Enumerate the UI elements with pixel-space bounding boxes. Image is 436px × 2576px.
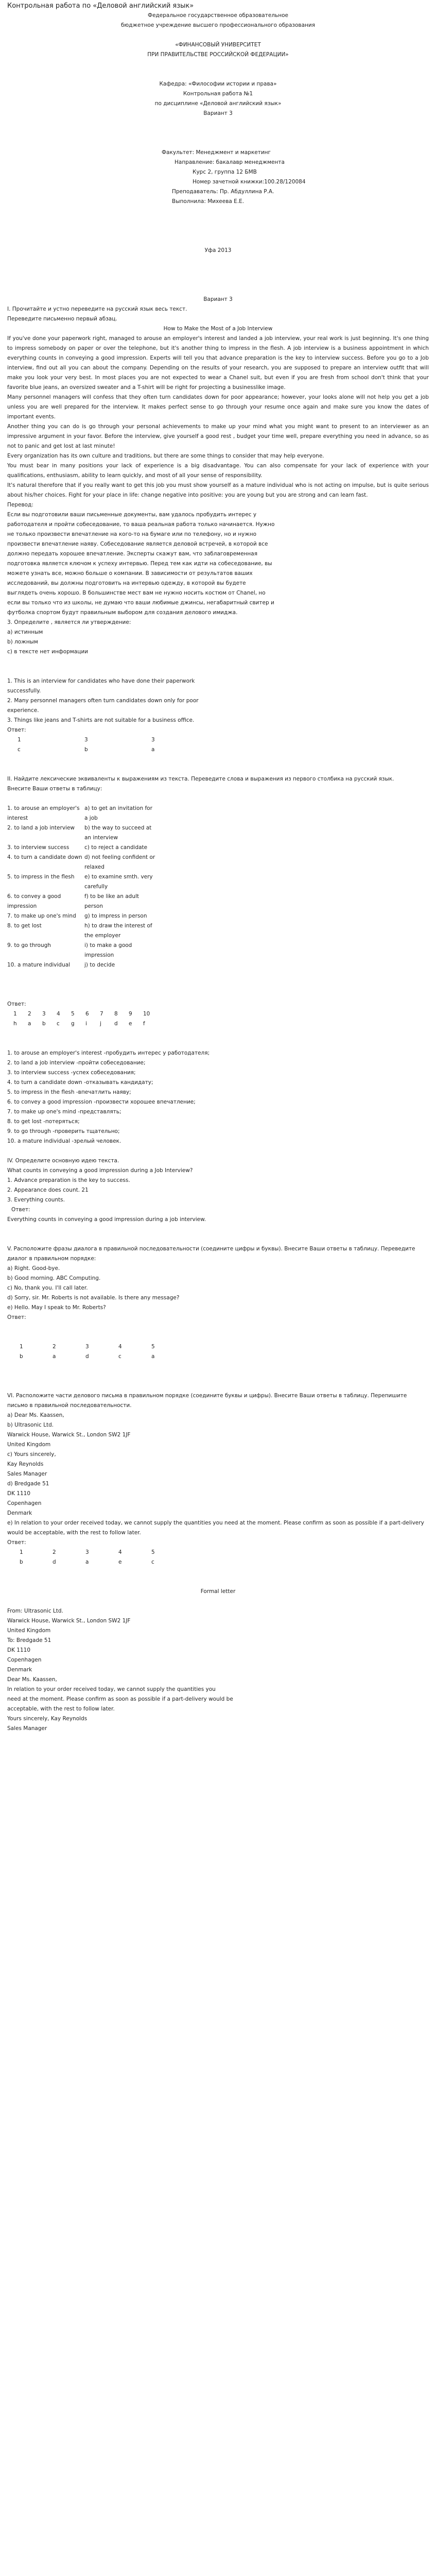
letter-part: Sales Manager xyxy=(7,1471,47,1477)
task-1 xyxy=(7,304,429,618)
task-title: I. Прочитайте и устно переведите на русский язык весь текст. xyxy=(7,306,187,312)
answer-letter: j xyxy=(100,1021,101,1027)
right-item: i) to make a good impression xyxy=(84,942,132,958)
right-item: j) to decide xyxy=(84,962,115,968)
answer-num: 8 xyxy=(114,1011,118,1017)
answer-label: Ответ: xyxy=(11,1207,30,1213)
info-student: Выполнила: Михеева Е.Е. xyxy=(172,198,245,205)
answer-label: Ответ: xyxy=(7,727,26,733)
option: 1. Advance preparation is the key to success. xyxy=(7,1177,130,1183)
letter-line: To: Bredgade 51 xyxy=(7,1637,51,1643)
right-item: d) not feeling confident or relaxed xyxy=(84,854,155,870)
header-line: Контрольная работа №1 xyxy=(183,91,253,97)
translation-line: 9. to go through -проверить тщательно; xyxy=(7,1128,120,1134)
task-6 xyxy=(7,1391,429,1567)
right-item: a) to get an invitation for a job xyxy=(84,805,152,821)
answer-num: 4 xyxy=(118,1344,122,1350)
info-direction: Направление: бакалавр менеджмента xyxy=(175,159,285,165)
paragraph: It's natural therefore that if you really want to get this job you must show yourself as a mature individual who is not acting on impulse, but is quite serious about his/her choices. Fight for your place in life: change negative into positive: you are young but you are strong and can learn fast. xyxy=(7,482,429,498)
answer-table xyxy=(13,1009,150,1029)
answer-text: Everything counts in conveying a good impression during a job interview. xyxy=(7,1216,206,1223)
letter-line: acceptable, with the rest to follow later. xyxy=(7,1706,115,1712)
letter-part: Copenhagen xyxy=(7,1500,42,1506)
letter-part: c) Yours sincerely, xyxy=(7,1451,56,1458)
dialogue-line: e) Hello. May I speak to Mr. Roberts? xyxy=(7,1304,106,1311)
answer-letter: a xyxy=(53,1353,56,1360)
answer-num: 6 xyxy=(85,1011,89,1017)
answer-letter: c xyxy=(18,747,21,753)
header-line: Вариант 3 xyxy=(203,110,233,116)
answer-num: 4 xyxy=(57,1011,60,1017)
answer-num: 10 xyxy=(143,1011,150,1017)
dialogue-line: a) Right. Good-bye. xyxy=(7,1265,60,1272)
answer-letter: d xyxy=(85,1353,89,1360)
formal-letter xyxy=(7,1587,429,1734)
left-item: 7. to make up one's mind xyxy=(7,913,76,919)
option: 2. Appearance does count. 21 xyxy=(7,1187,89,1193)
answer-num: 3 xyxy=(42,1011,46,1017)
letter-part: e) In relation to your order received today, we cannot supply the quantities you need at the moment. Please confirm as soon as possible if a part-delivery would be acceptable, with the rest to follow later. xyxy=(7,1520,424,1536)
left-item: 3. to interview success xyxy=(7,844,69,851)
info-course: Курс 2, группа 12 БМВ xyxy=(193,169,257,175)
dialogue-line: d) Sorry, sir. Mr. Roberts is not available. Is there any message? xyxy=(7,1295,180,1301)
option-c: с) в тексте нет информации xyxy=(7,649,89,655)
letter-part: Kay Reynolds xyxy=(7,1461,44,1467)
header-line: «ФИНАНСОВЫЙ УНИВЕРСИТЕТ xyxy=(175,42,261,48)
answer-letter: i xyxy=(85,1021,87,1027)
left-item: 5. to impress in the flesh xyxy=(7,874,75,880)
answer-letter: f xyxy=(143,1021,145,1027)
letter-part: d) Bredgade 51 xyxy=(7,1481,49,1487)
translation-line: 5. to impress in the flesh -впечатлить наяву; xyxy=(7,1089,131,1095)
translation-line: 10. a mature individual -зрелый человек. xyxy=(7,1138,121,1144)
answer-num: 3 xyxy=(151,737,155,743)
statement: experience. xyxy=(7,707,39,714)
right-item: g) to impress in person xyxy=(84,913,147,919)
translation-line: 8. to get lost -потеряться; xyxy=(7,1118,80,1125)
right-item: e) to examine smth. very carefully xyxy=(84,874,153,890)
option-b: b) ложным xyxy=(7,639,38,645)
answer-num: 1 xyxy=(13,1011,17,1017)
answer-num: 9 xyxy=(129,1011,132,1017)
header-line: Кафедра: «Философии истории и права» xyxy=(159,81,277,87)
answer-letter: b xyxy=(20,1353,23,1360)
answer-letter: d xyxy=(114,1021,118,1027)
answer-num: 4 xyxy=(118,1549,122,1555)
answer-num: 2 xyxy=(53,1344,56,1350)
header-line: ПРИ ПРАВИТЕЛЬСТВЕ РОССИЙСКОЙ ФЕДЕРАЦИИ» xyxy=(147,52,289,58)
letter-line: Sales Manager xyxy=(7,1725,47,1732)
answer-num: 5 xyxy=(71,1011,75,1017)
paragraph: Many personnel managers will confess that they often turn candidates down for poor appearance; however, your looks alone will not help you get a job unless you are well prepared for the interview. It makes perfect sense to go through your resume once again and make sure you know the dates of important events. xyxy=(7,394,429,420)
answer-num: 3 xyxy=(85,1549,89,1555)
answer-letter: d xyxy=(53,1559,56,1565)
dialogue-line: c) No, thank you. I'll call later. xyxy=(7,1285,88,1291)
letter-part: DK 1110 xyxy=(7,1490,31,1497)
task-1-part-3 xyxy=(7,618,429,755)
header-line: бюджетное учреждение высшего профессионального образования xyxy=(120,22,316,28)
answer-letter: b xyxy=(84,747,88,753)
task-title: VI. Расположите части делового письма в правильном порядке (соедините буквы и цифры). Внесите Ваши ответы в таблицу. Перепишите письмо в правильной последовательности. xyxy=(7,1393,407,1409)
answer-letter: c xyxy=(57,1021,60,1027)
letter-line: DK 1110 xyxy=(7,1647,31,1653)
translation-line: 6. to convey a good impression -произвести хорошее впечатление; xyxy=(7,1099,196,1105)
task-2 xyxy=(7,774,429,1146)
letter-line: In relation to your order received today, we cannot supply the quantities you xyxy=(7,1686,216,1692)
letter-line: Dear Ms. Kaassen, xyxy=(7,1676,57,1683)
option: 3. Everything counts. xyxy=(7,1197,65,1203)
statement: 3. Things like jeans and T-shirts are not suitable for a business office. xyxy=(7,717,195,723)
task-title: V. Расположите фразы диалога в правильной последовательности (соедините цифры и буквы). Внесите Ваши ответы в таблицу. Переведите диалог в правильном порядке: xyxy=(7,1246,415,1262)
left-item: 9. to go through xyxy=(7,942,51,948)
answer-num: 2 xyxy=(53,1549,56,1555)
header-line: Федеральное государственное образовательное xyxy=(148,12,288,19)
answer-num: 7 xyxy=(100,1011,103,1017)
answer-table xyxy=(20,1548,155,1567)
answer-num: 3 xyxy=(85,1344,89,1350)
translation-line: 4. to turn a candidate down -отказывать кандидату; xyxy=(7,1079,153,1086)
letter-line: Warwick House, Warwick St., London SW2 1JF xyxy=(7,1618,131,1624)
letter-part: Warwick House, Warwick St., London SW2 1JF xyxy=(7,1432,131,1438)
answer-letter: b xyxy=(42,1021,46,1027)
answer-num: 3 xyxy=(84,737,88,743)
answer-num: 1 xyxy=(20,1549,23,1555)
left-item: 6. to convey a good impression xyxy=(7,893,61,909)
letter-line: Yours sincerely, Kay Reynolds xyxy=(7,1716,88,1722)
paragraph: Another thing you can do is go through your personal achievements to make up your mind what you might want to present to an interviewer as an impressive argument in your favor. Before the interview, give yourself a good rest , budget your time well, prepare everything you need in advance, so as not to panic and get lost at last minute! xyxy=(7,423,429,449)
statement: 1. This is an interview for candidates who have done their paperwork xyxy=(7,678,195,684)
answer-label: Ответ: xyxy=(7,1001,26,1007)
answer-letter: h xyxy=(13,1021,17,1027)
answer-table xyxy=(18,735,155,755)
info-book: Номер зачетной книжки:100.28/120084 xyxy=(193,179,306,185)
answer-letter: c xyxy=(118,1353,121,1360)
left-item: 1. to arouse an employer's interest xyxy=(7,805,80,821)
statement: 2. Many personnel managers often turn candidates down only for poor xyxy=(7,698,199,704)
answer-num: 2 xyxy=(28,1011,31,1017)
translation-text: Если вы подготовили ваши письменные документы, вам удалось пробудить интерес у работодателя и пройти собеседование, то ваша реальная работа только начинается. Нужно не только произвести впечатление на кого-то на бумаге или по телефону, но и нужно произвести впечатление наяву. Собеседование является деловой встречей, в которой все должно передать хорошее впечатление. Эксперты скажут вам, что заблаговременная подготовка является ключом к успеху интервью. Перед тем как идти на собеседование, вы можете узнать все, можно больше о компании. В зависимости от результатов ваших исследований, вы должны подготовить на интервью одежду, в которой вы будете выглядеть очень хорошо. В большинстве мест вам не нужно носить костюм от Chanel, но если вы только что из школы, не думаю что ваши любимые джинсы, негабаритный свитер и футболка спортом будут правильным выбором для создания делового имиджа. xyxy=(7,512,275,616)
translation-line: 1. to arouse an employer's interest -пробудить интерес у работодателя; xyxy=(7,1050,210,1056)
left-item: 2. to land a job interview xyxy=(7,825,75,831)
letter-title: Formal letter xyxy=(200,1588,236,1595)
letter-part: a) Dear Ms. Kaassen, xyxy=(7,1412,64,1418)
letter-part: b) Ultrasonic Ltd. xyxy=(7,1422,54,1428)
letter-part: United Kingdom xyxy=(7,1442,51,1448)
info-faculty: Факультет: Менеджмент и маркетинг xyxy=(162,149,271,156)
translation-line: 2. to land a job interview -пройти собеседование; xyxy=(7,1060,146,1066)
letter-line: United Kingdom xyxy=(7,1628,51,1634)
right-item: h) to draw the interest of the employer xyxy=(84,923,152,939)
left-item: 8. to get lost xyxy=(7,923,42,929)
task-5 xyxy=(7,1244,429,1362)
question: What counts in conveying a good impression during a Job Interview? xyxy=(7,1167,193,1174)
answer-letter: a xyxy=(85,1559,89,1565)
letter-line: Denmark xyxy=(7,1667,32,1673)
statement: successfully. xyxy=(7,688,41,694)
translation-label: Перевод: xyxy=(7,502,33,508)
letter-part: Denmark xyxy=(7,1510,32,1516)
translation-line: 7. to make up one's mind -представлять; xyxy=(7,1109,121,1115)
task-title: IV. Определите основную идею текста. xyxy=(7,1158,119,1164)
answer-letter: a xyxy=(28,1021,31,1027)
answer-num: 5 xyxy=(151,1549,155,1555)
right-item: f) to be like an adult person xyxy=(84,893,139,909)
paragraph: If you've done your paperwork right, managed to arouse an employer's interest and landed a job interview, your real work is just beginning. It's one thing to impress somebody on paper or over the telephone, but it's another thing to impress in the flesh. A job interview is a business appointment in which everything counts in conveying a good impression. Experts will tell you that advance preparation is the key to interview success. Before you go to a Job interview, find out all you can about the company. Depending on the results of your research, you are supposed to prepare an interview outfit that will make you look your very best. In most places you are not expected to wear a Chanel suit, but even if you are fresh from school don't think that your favorite blue jeans, an oversized sweater and a T-shirt will be right for projecting a businesslike image. xyxy=(7,335,429,391)
answer-letter: e xyxy=(129,1021,132,1027)
letter-line: Copenhagen xyxy=(7,1657,42,1663)
left-item: 4. to turn a candidate down xyxy=(7,854,82,860)
right-item: b) the way to succeed at an interview xyxy=(84,825,152,841)
dialogue-line: b) Good morning. ABC Computing. xyxy=(7,1275,101,1281)
task-4 xyxy=(7,1156,429,1225)
option-a: а) истинным xyxy=(7,629,43,635)
left-item: 10. a mature individual xyxy=(7,962,71,968)
answer-letter: g xyxy=(71,1021,75,1027)
task-title: II. Найдите лексические эквиваленты к выражениям из текста. Переведите слова и выражения из первого столбика на русский язык. Внесите Ваши ответы в таблицу: xyxy=(7,776,394,792)
city-year: Уфа 2013 xyxy=(204,247,232,253)
paragraph: You must bear in many positions your lack of experience is a big disadvantage. You can also compensate for your lack of experience with your qualifications, enthusiasm, ability to learn quickly, and most of all your sense of responsibility. xyxy=(7,463,429,479)
document-title: Контрольная работа по «Деловой английский язык» xyxy=(7,2,194,10)
answer-label: Ответ: xyxy=(7,1539,26,1546)
answer-num: 1 xyxy=(20,1344,23,1350)
answer-table xyxy=(20,1342,155,1362)
task-instruction: 3. Определите , является ли утверждение: xyxy=(7,619,131,625)
text-heading: How to Make the Most of a Job Interview xyxy=(163,326,273,332)
letter-line: need at the moment. Please confirm as soon as possible if a part-delivery would be xyxy=(7,1696,233,1702)
task-subtitle: Переведите письменно первый абзац. xyxy=(7,316,117,322)
answer-letter: b xyxy=(20,1559,23,1565)
info-teacher: Преподаватель: Пр. Абдуллина Р.А. xyxy=(172,189,274,195)
answer-letter: a xyxy=(151,1353,155,1360)
answer-label: Ответ: xyxy=(7,1314,26,1320)
variant-heading: Вариант 3 xyxy=(203,296,233,302)
translation-line: 3. to interview success -успех собеседования; xyxy=(7,1070,136,1076)
answer-letter: e xyxy=(118,1559,122,1565)
answer-num: 1 xyxy=(18,737,21,743)
paragraph: Every organization has its own culture and traditions, but there are some things to consider that may help everyone. xyxy=(7,453,324,459)
answer-letter: a xyxy=(151,747,155,753)
answer-letter: c xyxy=(151,1559,154,1565)
letter-line: From: Ultrasonic Ltd. xyxy=(7,1608,63,1614)
matching-table xyxy=(7,804,156,970)
answer-num: 5 xyxy=(151,1344,155,1350)
info-block xyxy=(162,148,429,207)
right-item: c) to reject a candidate xyxy=(84,844,148,851)
header-line: по дисциплине «Деловой английский язык» xyxy=(154,100,282,107)
